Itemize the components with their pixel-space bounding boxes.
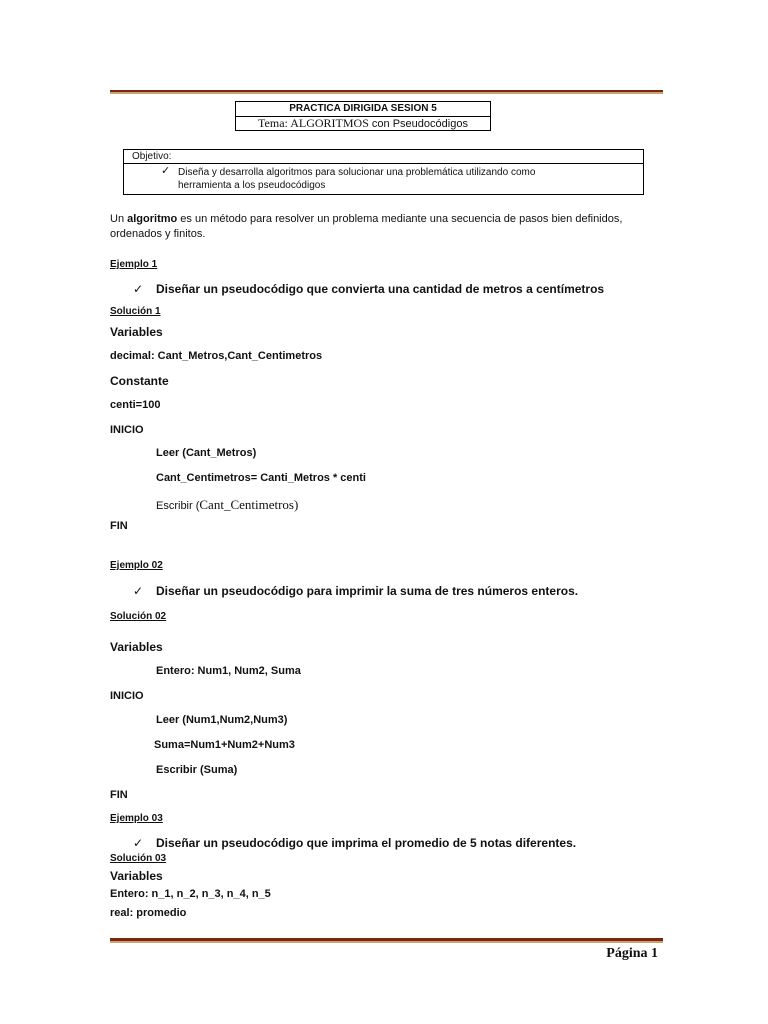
example2-task-text: Diseñar un pseudocódigo para imprimir la suma de tres números enteros.	[156, 584, 579, 598]
topic-line	[236, 117, 490, 131]
objective-text-line2: herramienta a los pseudocódigos	[178, 180, 326, 191]
example1-label: Ejemplo 1	[110, 259, 158, 270]
intro-paragraph	[110, 212, 622, 242]
solution3-declaration-int: Entero: n_1, n_2, n_3, n_4, n_5	[110, 888, 271, 900]
check-icon: ✓	[161, 165, 171, 177]
solution1-declaration: decimal: Cant_Metros,Cant_Centimetros	[110, 350, 323, 362]
objective-box	[123, 149, 644, 195]
footer-rule	[110, 938, 663, 943]
solution3-label: Solución 03	[110, 853, 167, 864]
check-icon: ✓	[133, 282, 144, 296]
solution2-fin: FIN	[110, 789, 128, 801]
solution1-variables: Variables	[110, 325, 163, 339]
solution1-fin: FIN	[110, 520, 128, 532]
solution2-step-read: Leer (Num1,Num2,Num3)	[156, 714, 288, 726]
intro-line1: Un algoritmo es un método para resolver un problema mediante una secuencia de pasos bien definidos,	[110, 213, 623, 225]
example3-label: Ejemplo 03	[110, 813, 163, 824]
solution1-step-write: Escribir (Cant_Centimetros)	[156, 497, 299, 512]
solution1-label: Solución 1	[110, 306, 161, 317]
intro-term: algoritmo	[127, 213, 178, 225]
topic-rest: con Pseudocódigos	[368, 118, 468, 130]
solution2-inicio: INICIO	[110, 690, 144, 702]
check-icon: ✓	[133, 836, 144, 850]
practice-heading: PRACTICA DIRIGIDA SESION 5	[236, 102, 490, 117]
solution3-declaration-real: real: promedio	[110, 907, 187, 919]
example1-task	[133, 282, 604, 296]
solution3-variables: Variables	[110, 869, 163, 883]
solution1-step-read: Leer (Cant_Metros)	[156, 447, 257, 459]
solution2-label: Solución 02	[110, 611, 167, 622]
title-box	[235, 101, 491, 131]
header-rule	[110, 90, 663, 94]
solution1-step-compute: Cant_Centimetros= Canti_Metros * centi	[156, 472, 366, 484]
solution2-declaration: Entero: Num1, Num2, Suma	[156, 665, 301, 677]
page-number: Página 1	[606, 946, 658, 961]
solution1-inicio: INICIO	[110, 424, 144, 436]
solution1-constant-heading: Constante	[110, 374, 169, 388]
solution2-step-compute: Suma=Num1+Num2+Num3	[154, 739, 295, 751]
example3-task-text: Diseñar un pseudocódigo que imprima el promedio de 5 notas diferentes.	[156, 836, 577, 850]
example2-task	[133, 584, 578, 598]
example2-label: Ejemplo 02	[110, 560, 163, 571]
solution1-constant-value: centi=100	[110, 399, 161, 411]
solution2-step-write: Escribir (Suma)	[156, 764, 238, 776]
intro-line2: ordenados y finitos.	[110, 228, 206, 240]
example3-task	[133, 836, 576, 850]
check-icon: ✓	[133, 584, 144, 598]
objective-text-line1: Diseña y desarrolla algoritmos para solucionar una problemática utilizando como	[178, 167, 536, 178]
objective-label: Objetivo:	[124, 150, 643, 164]
solution2-variables: Variables	[110, 640, 163, 654]
example1-task-text: Diseñar un pseudocódigo que convierta una cantidad de metros a centímetros	[156, 282, 605, 296]
objective-body	[124, 164, 643, 192]
topic-label: Tema: ALGORITMOS	[258, 116, 369, 130]
